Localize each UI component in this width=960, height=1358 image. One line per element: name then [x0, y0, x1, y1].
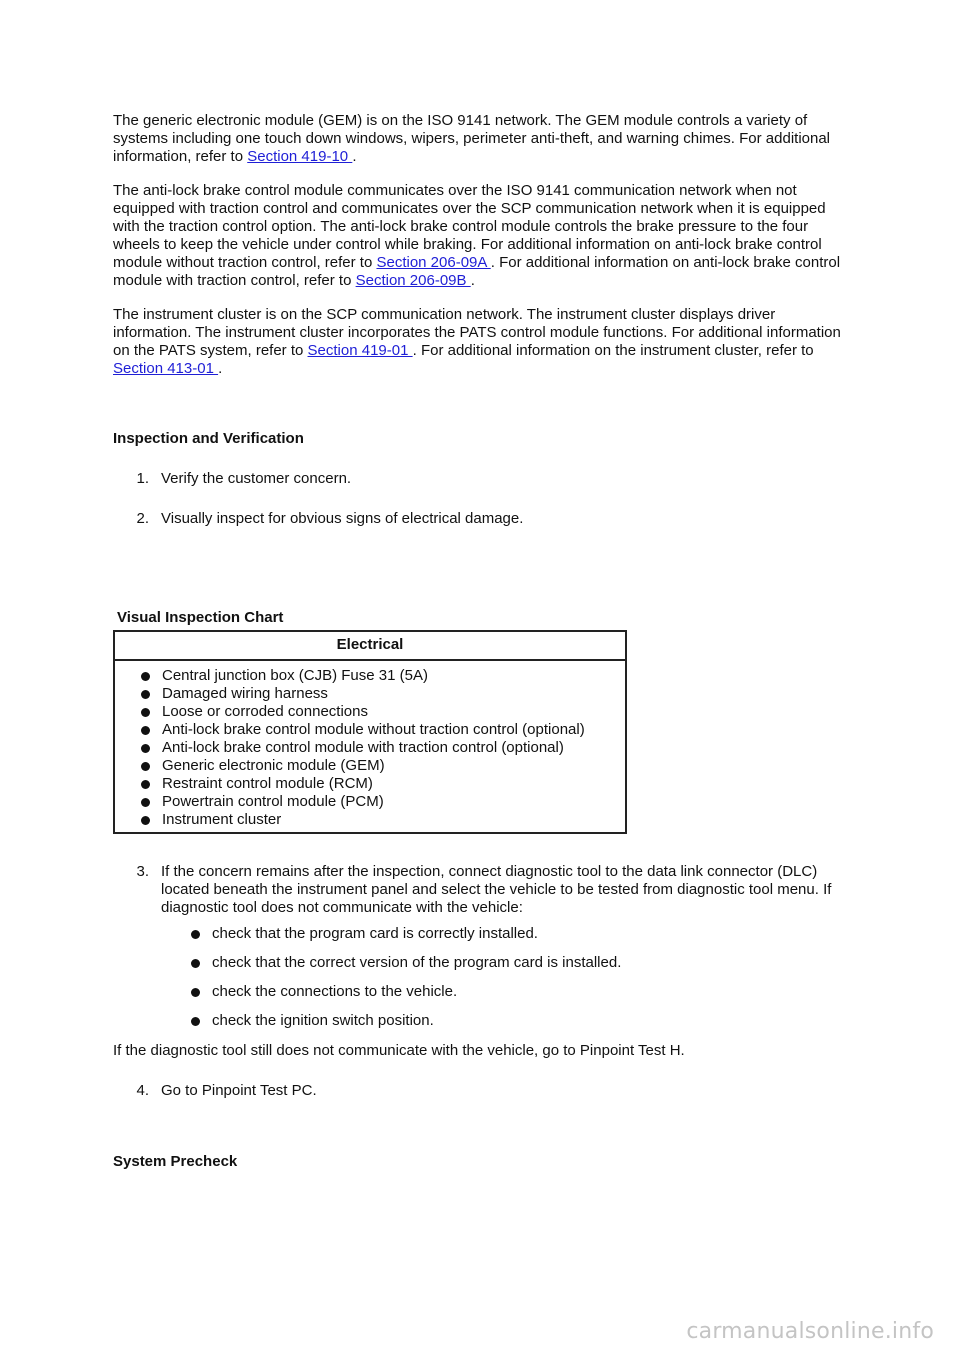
list-item: Anti-lock brake control module with traction control (optional): [115, 739, 625, 757]
pinpoint-h-paragraph: If the diagnostic tool still does not communicate with the vehicle, go to Pinpoint Test H.: [113, 1042, 685, 1059]
step-number: 3.: [136, 863, 149, 880]
bullet-icon: [141, 672, 150, 681]
bullet-icon: [141, 726, 150, 735]
table-cell: [114, 660, 626, 833]
bullet-icon: [141, 816, 150, 825]
inspection-steps: [113, 470, 853, 528]
bullet-icon: [141, 762, 150, 771]
list-item: check the connections to the vehicle.: [113, 983, 853, 1001]
system-precheck-heading: System Precheck: [113, 1153, 238, 1170]
section-206-09b-link[interactable]: Section 206-09B: [355, 272, 471, 289]
bullet-icon: [141, 744, 150, 753]
abs-paragraph: The anti-lock brake control module communicates over the ISO 9141 communication network when not equipped with traction control and communicates over the SCP communication network when it is equipped with the traction control option. The anti-lock brake control module controls the brake pressure to the four wheels to keep the vehicle under control while braking. For additional information on anti-lock brake control module without traction control, refer to Section 206-09A . For additional information on anti-lock brake control module with traction control, refer to Section 206-09B .: [113, 182, 841, 289]
bullet-icon: [191, 930, 200, 939]
step-1: [113, 470, 853, 488]
section-413-01-link[interactable]: Section 413-01: [113, 360, 219, 377]
bullet-icon: [141, 780, 150, 789]
step-number: 1.: [136, 470, 149, 487]
list-item: check that the program card is correctly installed.: [113, 925, 853, 943]
chart-title: Visual Inspection Chart: [117, 609, 284, 626]
list-item: Anti-lock brake control module without traction control (optional): [115, 721, 625, 739]
list-item: Powertrain control module (PCM): [115, 793, 625, 811]
step-text: Verify the customer concern.: [161, 470, 352, 487]
step-number: 2.: [136, 510, 149, 527]
step-number: 4.: [136, 1082, 149, 1099]
bullet-icon: [141, 798, 150, 807]
final-steps: [113, 1082, 853, 1100]
electrical-items-list: [115, 667, 625, 829]
inspection-heading: Inspection and Verification: [113, 430, 304, 447]
cluster-paragraph: The instrument cluster is on the SCP communication network. The instrument cluster displays driver information. The instrument cluster incorporates the PATS control module functions. For additional information on the PATS system, refer to Section 419-01 . For additional information on the instrument cluster, refer to Section 413-01 .: [113, 306, 841, 377]
section-419-10-link[interactable]: Section 419-10: [247, 148, 353, 165]
list-item: check that the correct version of the program card is installed.: [113, 954, 853, 972]
diagnostic-steps: [113, 863, 853, 917]
list-item: Restraint control module (RCM): [115, 775, 625, 793]
list-item: Central junction box (CJB) Fuse 31 (5A): [115, 667, 625, 685]
bullet-icon: [141, 708, 150, 717]
step-3: [113, 863, 853, 917]
step-text: Visually inspect for obvious signs of electrical damage.: [161, 510, 524, 527]
bullet-icon: [191, 959, 200, 968]
gem-paragraph: The generic electronic module (GEM) is on the ISO 9141 network. The GEM module controls a variety of systems including one touch down windows, wipers, perimeter anti-theft, and warning chimes. For additional information, refer to Section 419-10 .: [113, 112, 831, 165]
list-item: Instrument cluster: [115, 811, 625, 829]
list-item: Loose or corroded connections: [115, 703, 625, 721]
section-206-09a-link[interactable]: Section 206-09A: [376, 254, 491, 271]
table-header-electrical: Electrical: [114, 631, 626, 660]
diagnostic-checks-list: [113, 925, 853, 1030]
bullet-icon: [191, 1017, 200, 1026]
list-item: Generic electronic module (GEM): [115, 757, 625, 775]
document-page: [113, 112, 853, 1171]
bullet-icon: [141, 690, 150, 699]
step-text: Go to Pinpoint Test PC.: [161, 1082, 317, 1099]
inspection-table: [113, 630, 627, 834]
list-item: check the ignition switch position.: [113, 1012, 853, 1030]
bullet-icon: [191, 988, 200, 997]
step-4: [113, 1082, 853, 1100]
section-419-01-link[interactable]: Section 419-01: [307, 342, 413, 359]
visual-inspection-chart: [113, 609, 853, 834]
watermark: carmanualsonline.info: [686, 1319, 934, 1344]
step-text: If the concern remains after the inspection, connect diagnostic tool to the data link connector (DLC) located beneath the instrument panel and select the vehicle to be tested from diagnostic tool menu. If diagnostic tool does not communicate with the vehicle:: [161, 863, 832, 916]
list-item: Damaged wiring harness: [115, 685, 625, 703]
step-2: [113, 510, 853, 528]
